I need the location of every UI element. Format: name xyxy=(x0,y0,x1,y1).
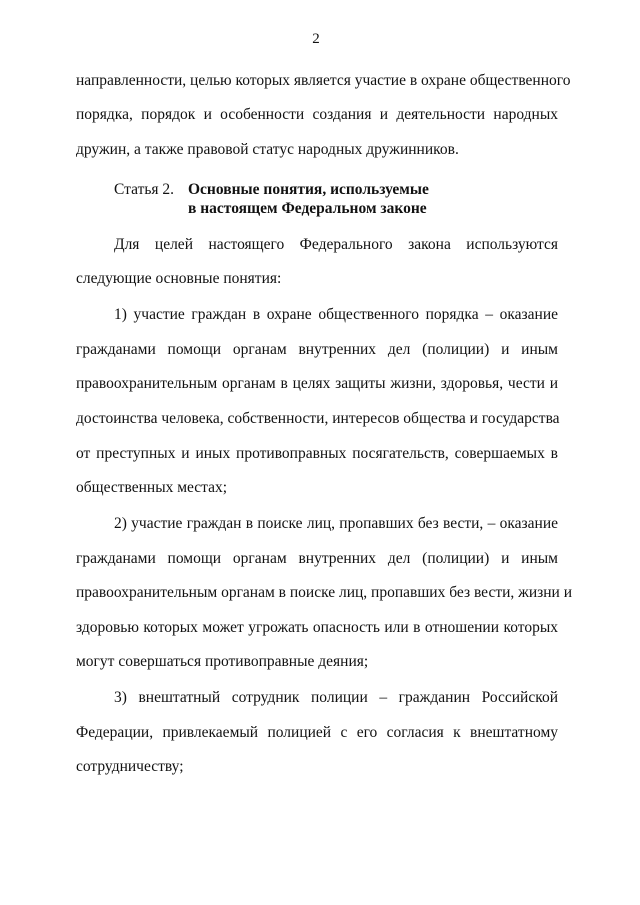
paragraph-line: правоохранительным органам в целях защиты жизни, здоровья, чести и xyxy=(76,375,558,392)
paragraph-line: сотрудничеству; xyxy=(76,758,184,775)
page-number: 2 xyxy=(312,31,320,47)
intro-line-3: дружин, а также правовой статус народных дружинников. xyxy=(76,141,459,158)
article-title-line-1: Основные понятия, используемые xyxy=(188,181,429,198)
paragraph-line: следующие основные понятия: xyxy=(76,270,282,287)
article-label: Статья 2. xyxy=(114,181,175,198)
paragraph-line: достоинства человека, собственности, интересов общества и государства xyxy=(76,410,560,427)
intro-line-2: порядка, порядок и особенности создания и деятельности народных xyxy=(76,106,558,123)
paragraph-line: Федерации, привлекаемый полицией с его согласия к внештатному xyxy=(76,724,558,741)
paragraph-line: здоровью которых может угрожать опасность или в отношении которых xyxy=(76,619,558,636)
paragraph-line: от преступных и иных противоправных посягательств, совершаемых в xyxy=(76,445,558,462)
paragraph-line: гражданами помощи органам внутренних дел (полиции) и иным xyxy=(76,341,558,358)
paragraph-line: правоохранительным органам в поиске лиц, пропавших без вести, жизни и xyxy=(76,584,573,601)
paragraph-line: общественных местах; xyxy=(76,479,228,496)
paragraph-line: могут совершаться противоправные деяния; xyxy=(76,653,369,670)
intro-line-1: направленности, целью которых является участие в охране общественного xyxy=(76,72,571,89)
paragraph-line: гражданами помощи органам внутренних дел (полиции) и иным xyxy=(76,550,558,567)
paragraph-line: Для целей настоящего Федерального закона используются xyxy=(114,236,558,253)
article-title-line-2: в настоящем Федеральном законе xyxy=(188,200,427,217)
paragraph-line: 2) участие граждан в поиске лиц, пропавших без вести, – оказание xyxy=(114,515,558,532)
paragraph-line: 1) участие граждан в охране общественного порядка – оказание xyxy=(114,306,558,323)
paragraph-line: 3) внештатный сотрудник полиции – гражданин Российской xyxy=(114,689,558,706)
